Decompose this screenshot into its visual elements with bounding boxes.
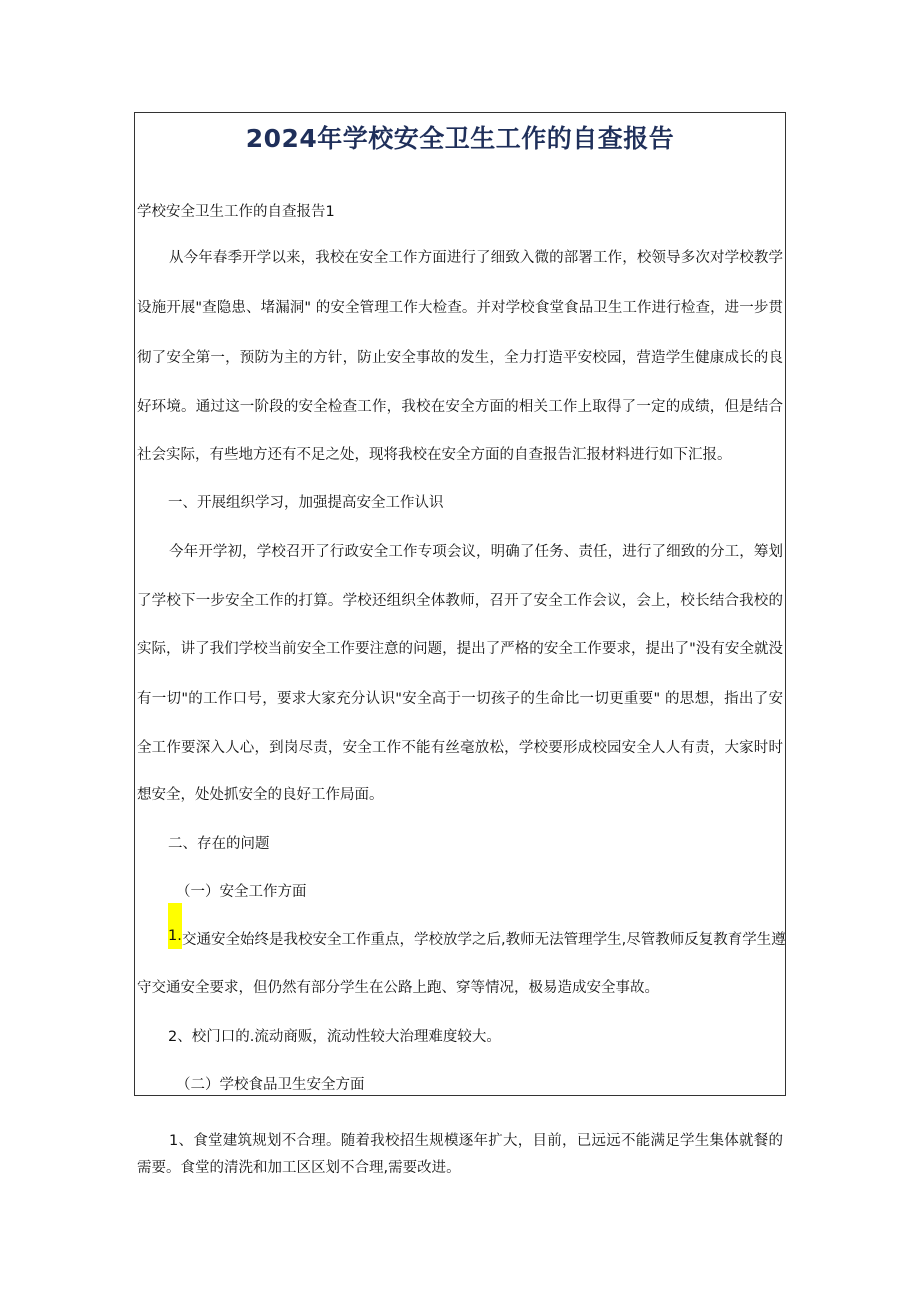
intro-line-1: 从今年春季开学以来，我校在安全工作方面进行了细致入微的部署工作，校领导多次对学校教学 <box>169 250 783 266</box>
section1-line-6: 想安全，处处抓安全的良好工作局面。 <box>137 787 384 803</box>
sub2-heading: （二）学校食品卫生安全方面 <box>176 1077 365 1093</box>
item1-line-1: 交通安全始终是我校安全工作重点，学校放学之后,教师无法管理学生,尽管教师反复教育学生遵 <box>182 932 786 948</box>
sub1-heading: （一）安全工作方面 <box>176 884 307 900</box>
section2-heading: 二、存在的问题 <box>168 836 270 852</box>
food1-line-2: 需要。食堂的清洗和加工区区划不合理,需要改进。 <box>137 1160 461 1176</box>
section1-line-1: 今年开学初，学校召开了行政安全工作专项会议，明确了任务、责任，进行了细致的分工，筹划 <box>169 544 783 560</box>
food1-line-1: 1、食堂建筑规划不合理。随着我校招生规模逐年扩大，目前，已远远不能满足学生集体就餐的 <box>169 1133 783 1149</box>
section1-line-5: 全工作要深入人心，到岗尽责，安全工作不能有丝毫放松，学校要形成校园安全人人有责，大家时时 <box>137 740 783 756</box>
intro-line-3: 彻了安全第一，预防为主的方针，防止安全事故的发生，全力打造平安校园，营造学生健康成长的良 <box>137 350 783 366</box>
section1-line-3: 实际，讲了我们学校当前安全工作要注意的问题，提出了严格的安全工作要求，提出了"没有安全就没 <box>137 641 783 657</box>
intro-line-2: 设施开展"查隐患、堵漏洞" 的安全管理工作大检查。并对学校食堂食品卫生工作进行检查，进一步贯 <box>137 300 783 316</box>
item2: 2、校门口的.流动商贩，流动性较大治理难度较大。 <box>168 1029 501 1045</box>
intro-line-5: 社会实际，有些地方还有不足之处，现将我校在安全方面的自查报告汇报材料进行如下汇报。 <box>137 447 732 463</box>
section1-line-4: 有一切"的工作口号，要求大家充分认识"安全高于一切孩子的生命比一切更重要" 的思想，指出了安 <box>137 691 783 707</box>
highlight-marker <box>168 903 182 951</box>
section1-line-2: 了学校下一步安全工作的打算。学校还组织全体教师，召开了安全工作会议，会上，校长结合我校的 <box>137 593 783 609</box>
item1-line-2: 守交通安全要求，但仍然有部分学生在公路上跑、穿等情况，极易造成安全事故。 <box>137 980 659 996</box>
item1-number: 1. <box>168 928 182 944</box>
section1-heading: 一、开展组织学习，加强提高安全工作认识 <box>168 495 444 511</box>
report-subtitle: 学校安全卫生工作的自查报告1 <box>137 204 335 220</box>
document-title: 2024年学校安全卫生工作的自查报告 <box>245 124 675 153</box>
intro-line-4: 好环境。通过这一阶段的安全检查工作，我校在安全方面的相关工作上取得了一定的成绩，但是结合 <box>137 399 783 415</box>
